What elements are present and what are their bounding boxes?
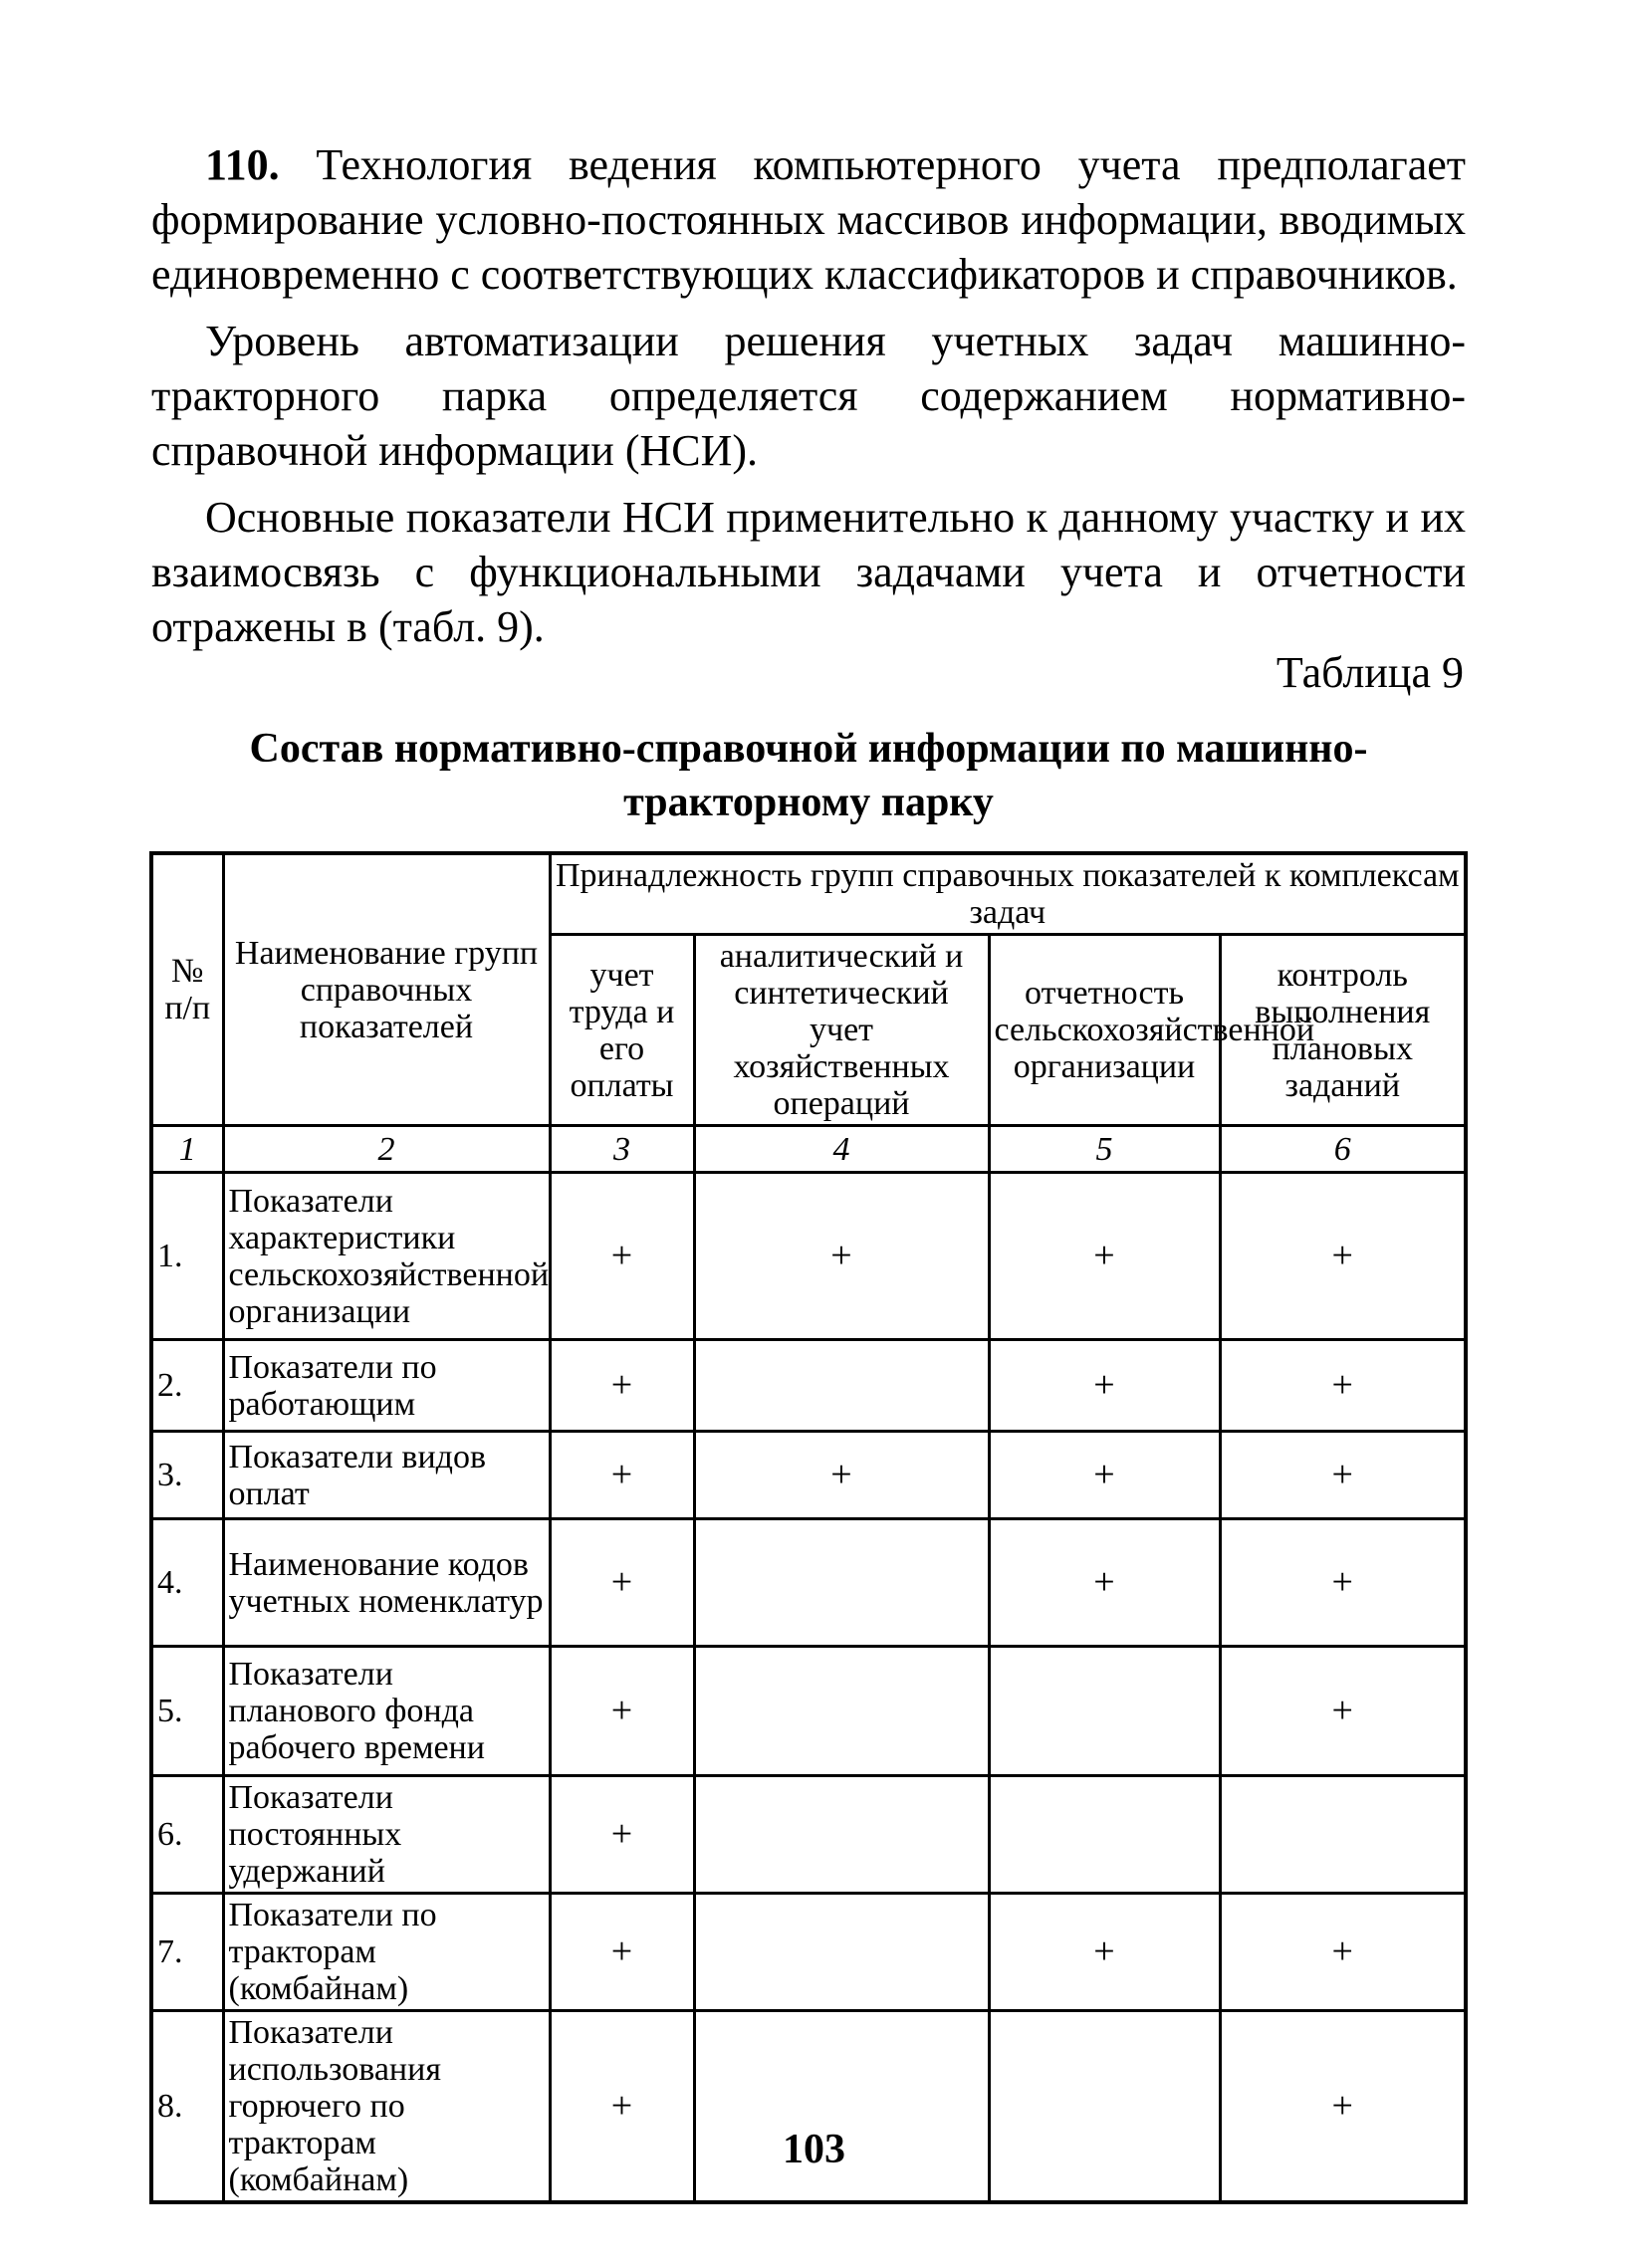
col-number: 4 [694, 1126, 989, 1173]
header-col-5: отчетность сельскохозяйственной организации [989, 935, 1220, 1126]
mark-cell: + [694, 1432, 989, 1519]
row-name: Показатели видов оплат [223, 1432, 550, 1519]
header-col-3: учет труда и его оплаты [550, 935, 694, 1126]
paragraph-1 [151, 137, 1466, 302]
mark-cell [694, 1340, 989, 1432]
mark-cell [989, 1776, 1220, 1894]
mark-cell: + [989, 1894, 1220, 2011]
item-number: 110. [205, 140, 280, 189]
row-name: Показатели постоянных удержаний [223, 1776, 550, 1894]
table-row [151, 1776, 1466, 1894]
row-number: 4. [151, 1519, 223, 1647]
paragraph-2 [151, 314, 1466, 478]
table-label: Таблица 9 [1276, 648, 1464, 697]
mark-cell: + [1220, 2011, 1466, 2203]
mark-cell [989, 2011, 1220, 2203]
table-row [151, 1894, 1466, 2011]
table-title: Состав нормативно-справочной информации по машинно-тракторному парку [249, 726, 1368, 825]
table-row [151, 1173, 1466, 1340]
row-number: 1. [151, 1173, 223, 1340]
table-header-row [151, 853, 1466, 935]
table-row [151, 1432, 1466, 1519]
mark-cell: + [550, 1776, 694, 1894]
row-name: Показатели по работающим [223, 1340, 550, 1432]
header-col-6: контроль выполнения плановых заданий [1220, 935, 1466, 1126]
row-name: Показатели планового фонда рабочего времени [223, 1647, 550, 1776]
mark-cell: + [989, 1173, 1220, 1340]
row-number: 7. [151, 1894, 223, 2011]
paragraph-text: Уровень автоматизации решения учетных задач машинно-тракторного парка определяется содержанием нормативно-справочной информации (НСИ). [151, 317, 1466, 475]
row-number: 2. [151, 1340, 223, 1432]
row-name: Показатели по тракторам (комбайнам) [223, 1894, 550, 2011]
mark-cell [694, 2011, 989, 2203]
mark-cell: + [550, 1894, 694, 2011]
mark-cell: + [550, 1519, 694, 1647]
mark-cell: + [550, 1647, 694, 1776]
mark-cell: + [1220, 1647, 1466, 1776]
table-row [151, 1647, 1466, 1776]
mark-cell: + [550, 1340, 694, 1432]
row-name: Показатели характеристики сельскохозяйственной организации [223, 1173, 550, 1340]
mark-cell [694, 1894, 989, 2011]
mark-cell: + [989, 1340, 1220, 1432]
mark-cell [694, 1647, 989, 1776]
table-row [151, 1519, 1466, 1647]
mark-cell [1220, 1776, 1466, 1894]
col-number: 5 [989, 1126, 1220, 1173]
col-number: 2 [223, 1126, 550, 1173]
paragraph-text: Технология ведения компьютерного учета предполагает формирование условно-постоянных массивов информации, вводимых единовременно с соответствующих классификаторов и справочников. [151, 140, 1466, 299]
mark-cell: + [550, 2011, 694, 2203]
row-number: 6. [151, 1776, 223, 1894]
mark-cell: + [989, 1432, 1220, 1519]
header-col-4: аналитический и синтетический учет хозяйственных операций [694, 935, 989, 1126]
header-name: Наименование групп справочных показателей [223, 853, 550, 1126]
row-number: 3. [151, 1432, 223, 1519]
row-number: 5. [151, 1647, 223, 1776]
mark-cell: + [1220, 1173, 1466, 1340]
row-name: Наименование кодов учетных номенклатур [223, 1519, 550, 1647]
page-number: 103 [783, 2127, 845, 2172]
mark-cell: + [1220, 1894, 1466, 2011]
header-num: № п/п [151, 853, 223, 1126]
mark-cell [989, 1647, 1220, 1776]
mark-cell [694, 1776, 989, 1894]
mark-cell: + [550, 1432, 694, 1519]
column-number-row [151, 1126, 1466, 1173]
mark-cell [694, 1519, 989, 1647]
paragraph-3 [151, 490, 1466, 654]
mark-cell: + [1220, 1519, 1466, 1647]
mark-cell: + [694, 1173, 989, 1340]
table-row [151, 2011, 1466, 2203]
row-number: 8. [151, 2011, 223, 2203]
nsi-table [149, 851, 1468, 2204]
row-name: Показатели использования горючего по тракторам (комбайнам) [223, 2011, 550, 2203]
col-number: 1 [151, 1126, 223, 1173]
col-number: 6 [1220, 1126, 1466, 1173]
mark-cell: + [1220, 1340, 1466, 1432]
col-number: 3 [550, 1126, 694, 1173]
mark-cell: + [550, 1173, 694, 1340]
mark-cell: + [1220, 1432, 1466, 1519]
body-text [151, 137, 1466, 666]
table-row [151, 1340, 1466, 1432]
paragraph-text: Основные показатели НСИ применительно к данному участку и их взаимосвязь с функциональными задачами учета и отчетности отражены в (табл. 9). [151, 493, 1466, 651]
header-group: Принадлежность групп справочных показателей к комплексам задач [550, 853, 1466, 935]
mark-cell: + [989, 1519, 1220, 1647]
